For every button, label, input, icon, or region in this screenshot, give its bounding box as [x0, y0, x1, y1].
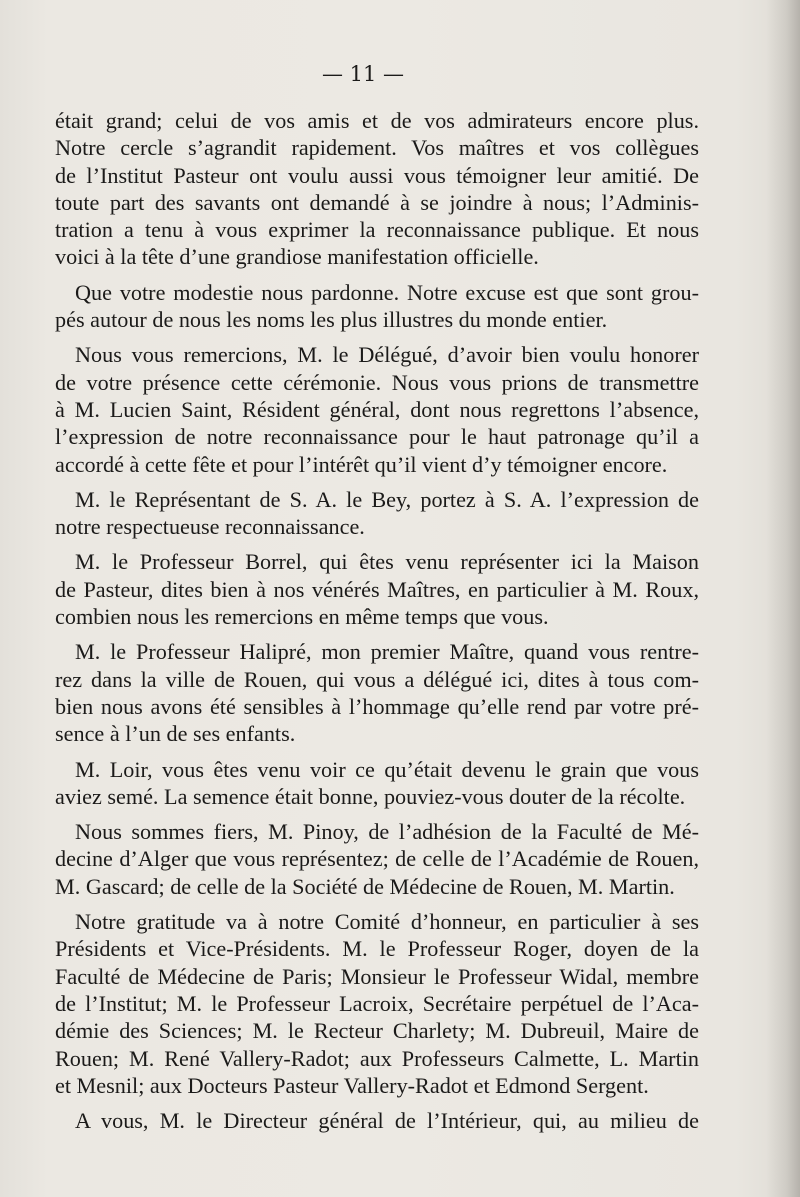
text-line: Nous vous remercions, M. le Délégué, d’avoir bien voulu honorer: [75, 342, 699, 368]
text-line: l’expression de notre reconnaissance pour le haut patronage qu’il a: [55, 424, 699, 450]
text-line: accordé à cette fête et pour l’intérêt qu’il vient d’y témoigner encore.: [55, 451, 668, 477]
text-line: M. Loir, vous êtes venu voir ce qu’était devenu le grain que vous: [75, 756, 699, 782]
text-line: tration a tenu à vous exprimer la reconnaissance publique. Et nous: [55, 217, 699, 243]
text-line: à M. Lucien Saint, Résident général, dont nous regrettons l’absence,: [55, 396, 699, 422]
text-line: Notre cercle s’agrandit rapidement. Vos maîtres et vos collègues: [55, 135, 699, 161]
text-line: était grand; celui de vos amis et de vos admirateurs encore plus.: [55, 108, 699, 133]
text-line: de votre présence cette cérémonie. Nous vous prions de transmettre: [55, 369, 699, 395]
paragraph: [55, 279, 699, 334]
text-line: toute part des savants ont demandé à se joindre à nous; l’Adminis-: [55, 189, 699, 215]
paragraph: [55, 638, 699, 747]
paragraph: [55, 107, 699, 271]
paragraph: [55, 908, 699, 1099]
text-line: rez dans la ville de Rouen, qui vous a délégué ici, dites à tous com-: [55, 666, 699, 692]
text-line: et Mesnil; aux Docteurs Pasteur Vallery-Radot et Edmond Sergent.: [55, 1072, 649, 1098]
text-line: notre respectueuse reconnaissance.: [55, 514, 365, 540]
paragraph: [55, 548, 699, 630]
text-line: M. le Représentant de S. A. le Bey, portez à S. A. l’expression de: [75, 486, 699, 512]
paragraph: [55, 1107, 699, 1134]
text-line: decine d’Alger que vous représentez; de celle de l’Académie de Rouen,: [55, 846, 699, 872]
text-line: démie des Sciences; M. le Recteur Charlety; M. Dubreuil, Maire de: [55, 1018, 699, 1044]
text-line: Que votre modestie nous pardonne. Notre excuse est que sont grou-: [75, 279, 699, 305]
text-line: pés autour de nous les noms les plus illustres du monde entier.: [55, 307, 608, 333]
text-line: de l’Institut Pasteur ont voulu aussi vous témoigner leur amitié. De: [55, 162, 699, 188]
page-number: — 11 —: [321, 62, 405, 86]
paragraph: [55, 818, 699, 900]
text-line: aviez semé. La semence était bonne, pouviez-vous douter de la récolte.: [55, 783, 686, 809]
text-line: A vous, M. le Directeur général de l’Intérieur, qui, au milieu de: [75, 1108, 699, 1134]
text-line: Rouen; M. René Vallery-Radot; aux Professeurs Calmette, L. Martin: [55, 1045, 699, 1071]
text-line: combien nous les remercions en même temps que vous.: [55, 604, 549, 630]
text-line: M. le Professeur Borrel, qui êtes venu représenter ici la Maison: [75, 549, 699, 575]
page-edge-shadow: [766, 0, 800, 1197]
text-line: de Pasteur, dites bien à nos vénérés Maîtres, en particulier à M. Roux,: [55, 576, 699, 602]
text-line: Faculté de Médecine de Paris; Monsieur le Professeur Widal, membre: [55, 963, 699, 989]
text-line: M. le Professeur Halipré, mon premier Maître, quand vous rentre-: [75, 639, 699, 665]
text-line: voici à la tête d’une grandiose manifestation officielle.: [55, 244, 539, 270]
text-line: M. Gascard; de celle de la Société de Médecine de Rouen, M. Martin.: [55, 873, 675, 899]
text-line: Présidents et Vice-Présidents. M. le Professeur Roger, doyen de la: [55, 936, 699, 962]
text-line: sence à l’un de ses enfants.: [55, 721, 296, 747]
text-line: bien nous avons été sensibles à l’hommage qu’elle rend par votre pré-: [55, 693, 699, 719]
paragraph: [55, 486, 699, 541]
text-line: de l’Institut; M. le Professeur Lacroix, Secrétaire perpétuel de l’Aca-: [55, 990, 699, 1016]
body-text: [55, 107, 699, 1142]
text-line: Nous sommes fiers, M. Pinoy, de l’adhésion de la Faculté de Mé-: [75, 819, 699, 845]
paragraph: [55, 756, 699, 811]
text-line: Notre gratitude va à notre Comité d’honneur, en particulier à ses: [75, 909, 699, 935]
paragraph: [55, 341, 699, 477]
